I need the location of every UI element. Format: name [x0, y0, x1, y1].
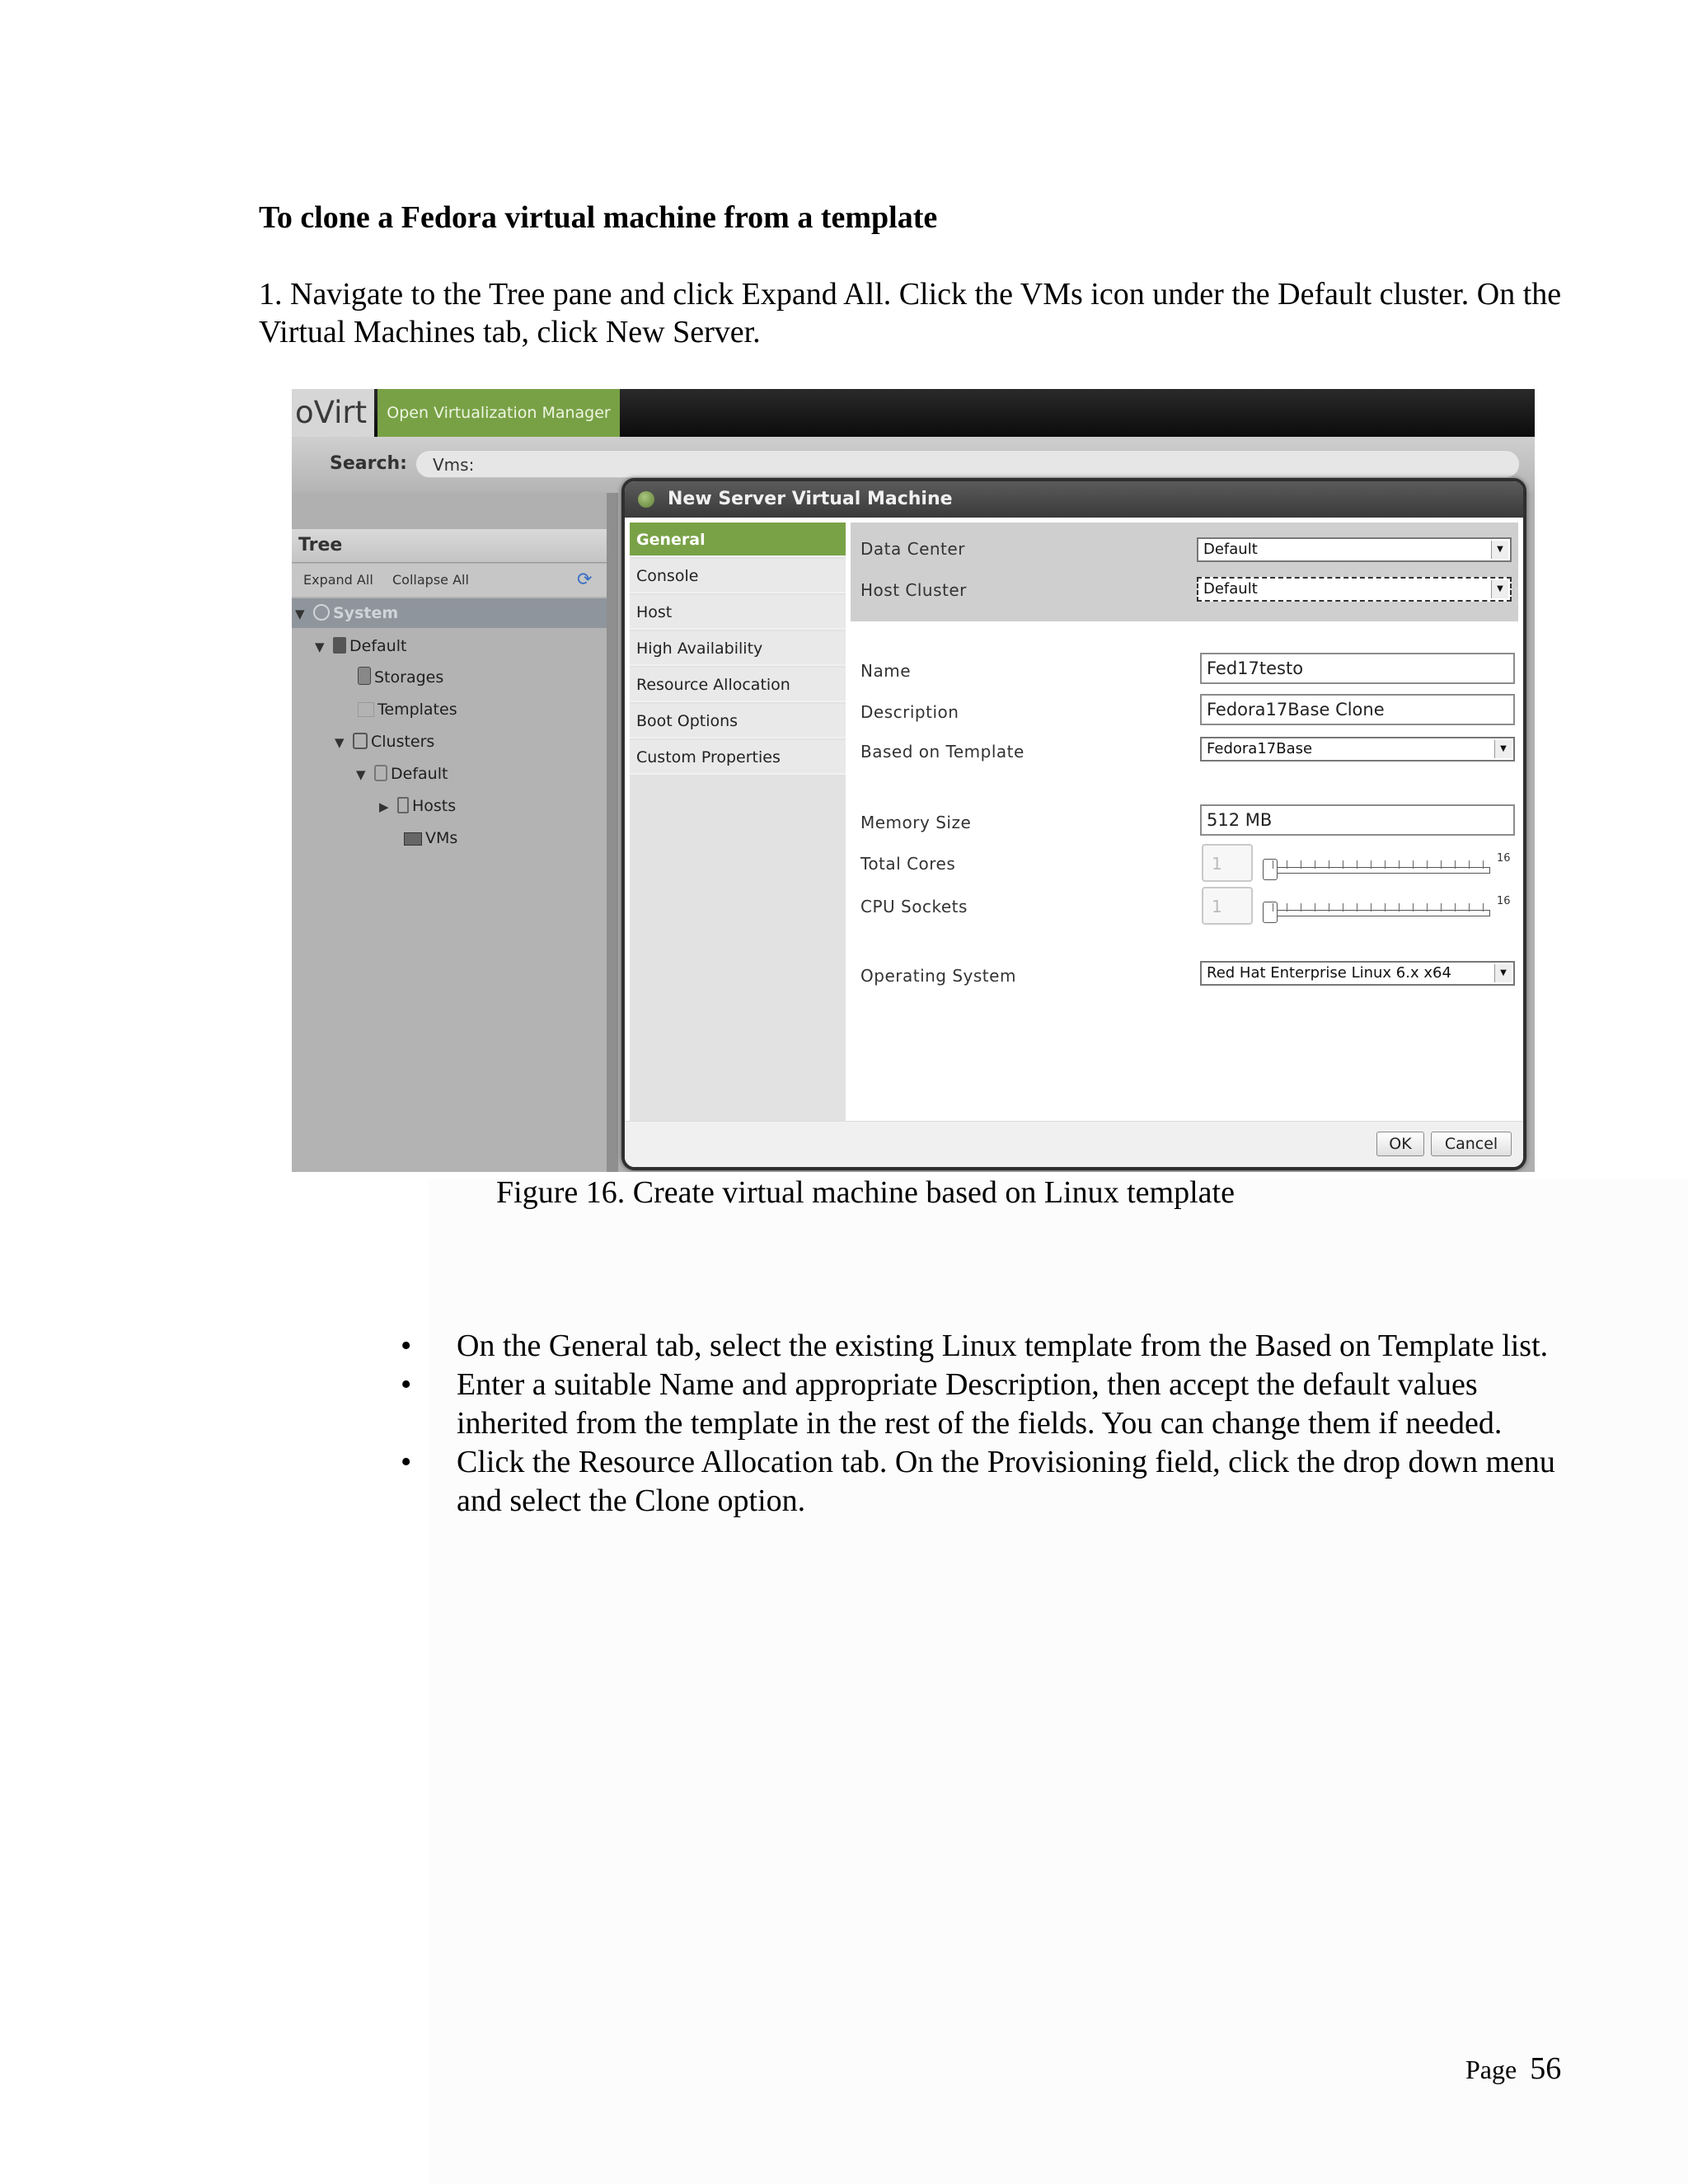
- tab-host[interactable]: Host: [630, 595, 846, 630]
- storage-icon: [358, 667, 371, 685]
- tree-pane-title: Tree: [292, 529, 607, 563]
- slider-tick: [1455, 903, 1456, 912]
- slider-tick: [1413, 860, 1414, 869]
- collapse-all-link[interactable]: Collapse All: [392, 572, 469, 588]
- host-cluster-label: Host Cluster: [860, 580, 967, 600]
- ovirt-screenshot: [292, 389, 1535, 1172]
- page-label: Page: [1465, 2055, 1517, 2084]
- app-name-label: Open Virtualization Manager: [377, 389, 620, 437]
- list-item: • On the General tab, select the existing Linux template from the Based on Template list.: [401, 1329, 1549, 1363]
- slider-tick: [1385, 860, 1386, 869]
- tree-node-system[interactable]: ▼ System: [292, 598, 607, 628]
- based-on-template-label: Based on Template: [860, 742, 1025, 762]
- instruction-list: [401, 1327, 1587, 1521]
- slider-tick: [1483, 903, 1484, 912]
- dialog-title-bar: [625, 481, 1523, 518]
- slider-tick: [1427, 903, 1428, 912]
- slider-tick: [1483, 860, 1484, 869]
- operating-system-select[interactable]: Red Hat Enterprise Linux 6.x x64 ▼: [1200, 961, 1515, 986]
- slider-thumb[interactable]: [1263, 902, 1278, 923]
- host-cluster-select[interactable]: Default ▼: [1197, 577, 1512, 602]
- tab-general[interactable]: General: [630, 523, 846, 557]
- name-label: Name: [860, 661, 912, 681]
- search-label: Search:: [330, 453, 407, 474]
- name-field[interactable]: Fed17testo: [1200, 653, 1515, 684]
- data-center-select[interactable]: Default ▼: [1197, 537, 1512, 562]
- tab-console[interactable]: Console: [630, 559, 846, 593]
- cpu-sockets-label: CPU Sockets: [860, 897, 968, 916]
- tab-boot-options[interactable]: Boot Options: [630, 704, 846, 738]
- datacenter-icon: [333, 637, 346, 654]
- slider-tick: [1371, 903, 1372, 912]
- page-number: [1465, 2050, 1561, 2087]
- slider-tick: [1399, 860, 1400, 869]
- tab-high-availability[interactable]: High Availability: [630, 631, 846, 666]
- tree-node-datacenter-default[interactable]: ▼ Default: [315, 637, 407, 655]
- tree-pane: [292, 529, 607, 1172]
- ovirt-logo: oVirt: [292, 389, 374, 437]
- host-icon: [397, 797, 409, 813]
- tree-node-clusters[interactable]: ▼ Clusters: [335, 733, 435, 751]
- top-header-bar: [292, 389, 1535, 437]
- operating-system-label: Operating System: [860, 966, 1016, 986]
- system-icon: [313, 604, 330, 621]
- page-number-value: 56: [1530, 2051, 1562, 2086]
- slider-tick: [1399, 903, 1400, 912]
- memory-size-label: Memory Size: [860, 813, 972, 832]
- total-cores-input[interactable]: 1: [1202, 844, 1253, 882]
- splitter[interactable]: [607, 493, 618, 1172]
- slider-tick: [1427, 860, 1428, 869]
- chevron-down-icon: ▼: [1491, 541, 1508, 559]
- dialog-title: New Server Virtual Machine: [668, 489, 953, 509]
- list-item: • Enter a suitable Name and appropriate Description, then accept the default values inherited from the template in the rest of the fields. You can change them if needed.: [401, 1367, 1503, 1441]
- chevron-down-icon: ▼: [1494, 964, 1512, 982]
- slider-tick: [1371, 860, 1372, 869]
- description-label: Description: [860, 702, 959, 722]
- tree-node-templates[interactable]: Templates: [358, 695, 457, 724]
- dialog-tab-list: [630, 523, 846, 1121]
- dialog-footer: [625, 1121, 1523, 1168]
- search-input[interactable]: Vms:: [415, 450, 1520, 478]
- ok-button[interactable]: OK: [1376, 1132, 1424, 1156]
- slider-tick: [1413, 903, 1414, 912]
- tree-node-storages[interactable]: Storages: [358, 663, 443, 692]
- slider-tick: [1455, 860, 1456, 869]
- clusters-icon: [353, 733, 368, 749]
- cluster-icon: [374, 765, 387, 781]
- tree-node-cluster-default[interactable]: ▼ Default: [356, 765, 448, 783]
- tab-resource-allocation[interactable]: Resource Allocation: [630, 668, 846, 702]
- templates-icon: [358, 702, 374, 717]
- data-center-label: Data Center: [860, 539, 965, 559]
- tree-node-hosts[interactable]: ▶ Hosts: [379, 797, 457, 815]
- description-field[interactable]: Fedora17Base Clone: [1200, 694, 1515, 725]
- list-item: • Click the Resource Allocation tab. On the Provisioning field, click the drop down menu and select the Clone option.: [401, 1445, 1555, 1518]
- tab-custom-properties[interactable]: Custom Properties: [630, 740, 846, 775]
- refresh-icon[interactable]: ⟳: [577, 569, 593, 590]
- slider-tick: [1441, 860, 1442, 869]
- vms-icon: [404, 832, 422, 846]
- slider-tick: [1469, 860, 1470, 869]
- tree-node-vms[interactable]: VMs: [404, 823, 457, 853]
- slider-tick: [1469, 903, 1470, 912]
- chevron-down-icon: ▼: [1494, 740, 1512, 758]
- figure-caption: Figure 16. Create virtual machine based on Linux template: [496, 1175, 1235, 1210]
- step-1-text: 1. Navigate to the Tree pane and click Expand All. Click the VMs icon under the Default cluster. On the Virtual Machines tab, click New Server.: [259, 277, 1562, 349]
- section-heading: To clone a Fedora virtual machine from a template: [259, 200, 938, 235]
- total-cores-max: 16: [1497, 852, 1511, 865]
- chevron-down-icon: ▼: [1491, 580, 1508, 598]
- slider-thumb[interactable]: [1263, 859, 1278, 880]
- expand-all-link[interactable]: Expand All: [303, 572, 373, 588]
- general-tab-content: [851, 523, 1518, 1121]
- cpu-sockets-slider[interactable]: [1263, 895, 1490, 920]
- dialog-status-icon: [638, 491, 654, 508]
- slider-tick: [1441, 903, 1442, 912]
- total-cores-slider[interactable]: [1263, 852, 1490, 877]
- based-on-template-select[interactable]: Fedora17Base ▼: [1200, 737, 1515, 762]
- cpu-sockets-max: 16: [1497, 895, 1511, 907]
- new-server-vm-dialog: [621, 478, 1526, 1170]
- cpu-sockets-input[interactable]: 1: [1202, 887, 1253, 925]
- tree-toolbar: [292, 564, 607, 597]
- cancel-button[interactable]: Cancel: [1431, 1132, 1512, 1156]
- total-cores-label: Total Cores: [860, 854, 956, 874]
- memory-size-field[interactable]: 512 MB: [1200, 804, 1515, 836]
- slider-tick: [1385, 903, 1386, 912]
